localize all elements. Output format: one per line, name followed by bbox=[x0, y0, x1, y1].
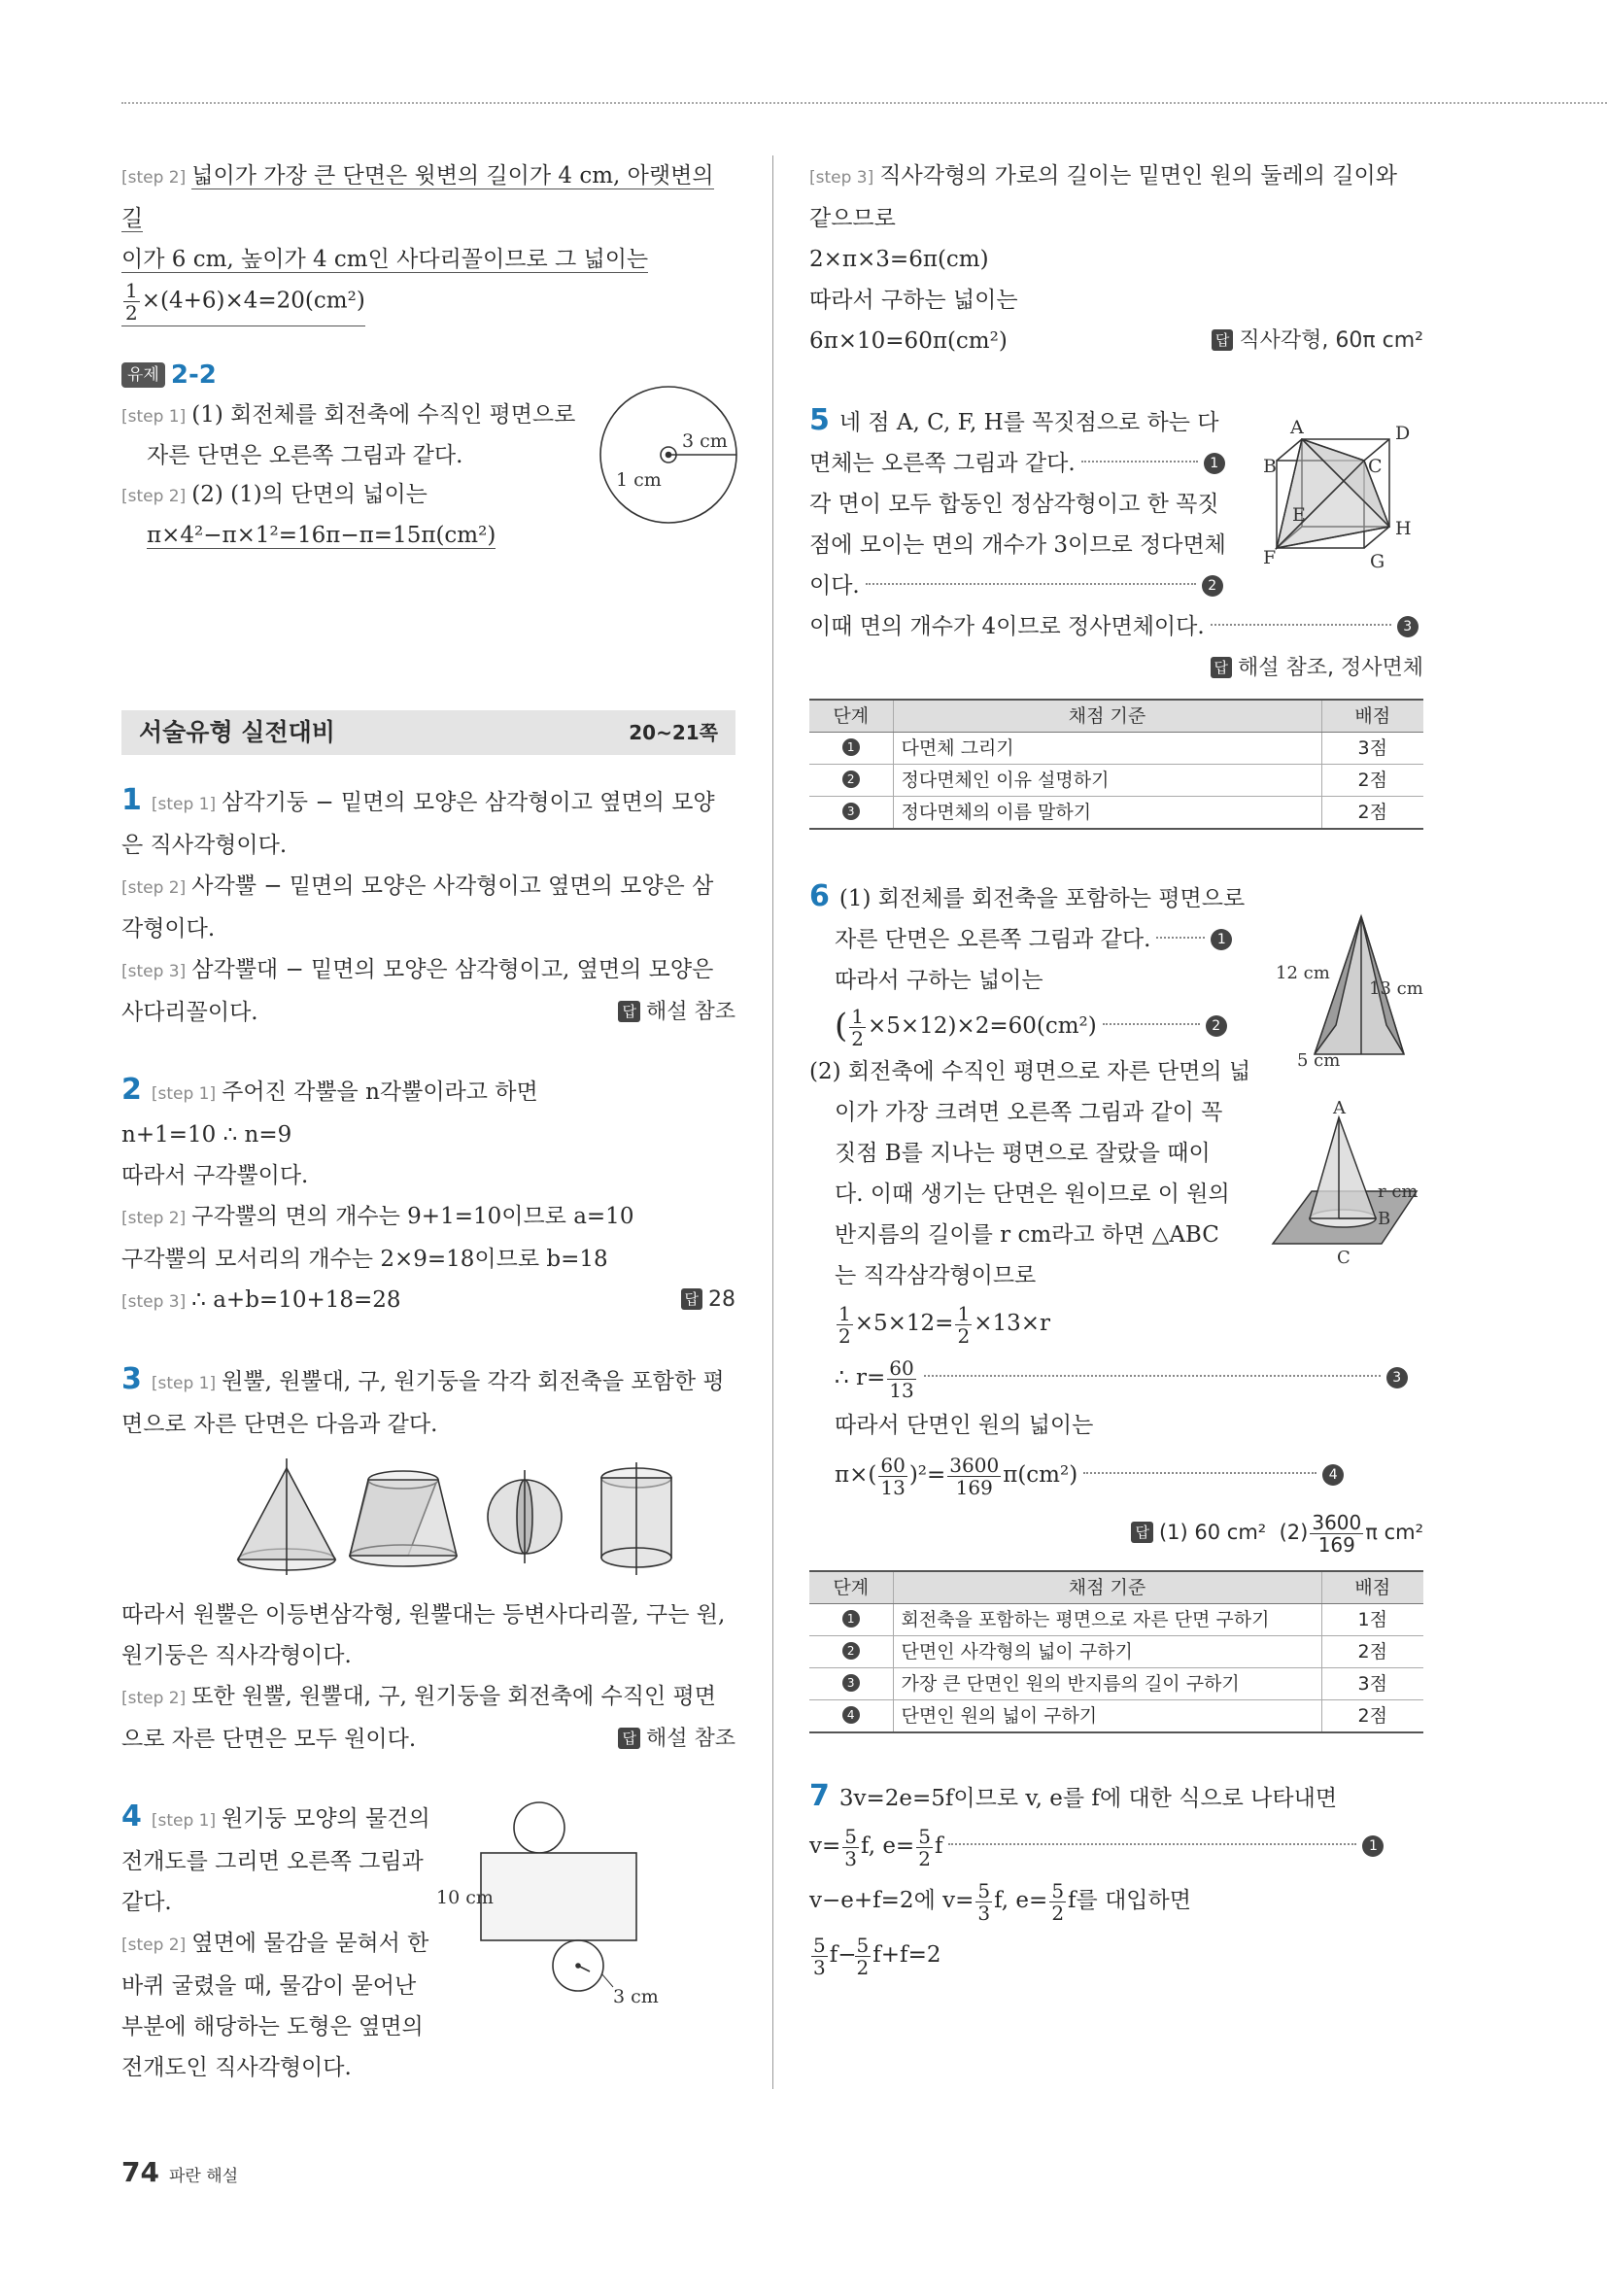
svg-text:r cm: r cm bbox=[1378, 1182, 1419, 1202]
table-row: 2 정다면체인 이유 설명하기 2점 bbox=[809, 765, 1423, 797]
yuje-2-2: 유제 2-2 [step 1] (1) 회전체를 회전축에 수직인 평면으로 자른 단면은 오른쪽 그림과 같다. [step 2] (2) (1)의 단면의 넓이는 π×4²−π×1²=16π−π=15π(cm²) bbox=[121, 360, 576, 548]
svg-text:5 cm: 5 cm bbox=[1297, 1050, 1341, 1071]
pyramid-section-figure bbox=[1268, 908, 1423, 1074]
svg-text:B: B bbox=[1378, 1209, 1391, 1229]
svg-text:F: F bbox=[1263, 547, 1277, 568]
svg-text:12 cm: 12 cm bbox=[1276, 963, 1330, 983]
svg-text:A: A bbox=[1290, 417, 1304, 438]
question-6: 6 (1) 회전체를 회전축을 포함하는 평면으로 자른 단면은 오른쪽 그림과 같다. 1 따라서 구하는 넓이는 ( $\frac{1}{2}$ ×5×12)×2=60(cm²) 2 (2) 회전축에 수직인 평면으로 자른 단면의 넓 이가 가장 크려면 오른쪽 그림과 같이 꼭 짓점 B를 지나는 평면으로 잘랐을 때이 다. 이때 생기는 단면은 원이므로 이 원의 반지름의 길이를 r cm라고 하면 △ABC 는 직각삼각형이므로 $\frac{1}{2}$ ×5×12= $\frac{1}{2}$ ×13×r ∴ r= $\frac{60}{13}$ 3 따라서 단면인 원의 넓이는 π×( $\frac{60}{13}$ )²= $\frac{3600}{169}$ π(cm²) 4 답 (1) 60 cm² (2) $\frac{3600}{169}$ π cm² 단계 채점 기준 배점 1 회전축을 포함하는 평면으로 자른 단면 구하기 1점 2 단면인 사각형의 넓이 구하기 2점 3 가장 큰 단면인 원의 반지름의 길이 구하기 3점 4 단면인 원의 넓이 구하기 2점 bbox=[809, 876, 1423, 1733]
question-2: 2 [step 1] 주어진 각뿔을 n각뿔이라고 하면 n+1=10 ∴ n=9 따라서 구각뿔이다. [step 2] 구각뿔의 면의 개수는 9+1=10이므로 a=10 구각뿔의 모서리의 개수는 2×9=18이므로 b=18 [step 3] ∴ a+b=10+18=28 답 28 bbox=[121, 1073, 735, 1313]
column-divider bbox=[772, 155, 773, 2089]
question-5: 5 네 점 A, C, F, H를 꼭짓점으로 하는 다 면체는 오른쪽 그림과 같다. 1 각 면이 모두 합동인 정삼각형이고 한 꼭짓 점에 모이는 면의 개수가 3이므로 정다면체 이다. 2 이때 면의 개수가 4이므로 정사면체이다. 3 답 해설 참조, 정사면체 단계 채점 기준 배점 1 다면체 그리기 3점 2 정다면체인 이유 설명하기 2점 3 정다면체의 이름 말하기 2점 bbox=[809, 400, 1423, 830]
svg-text:G: G bbox=[1370, 551, 1385, 572]
svg-text:D: D bbox=[1395, 423, 1411, 444]
question-7: 7 3v=2e=5f이므로 v, e를 f에 대한 식으로 나타내면 v= $\frac{5}{3}$ f, e= $\frac{5}{2}$ f 1 v−e+f=2에 v= $\frac{5}{3}$ f, e= $\frac{5}{2}$ f를 대입하면 $\frac{5}{3}$ f− $\frac{5}{2}$ f+f=2 bbox=[809, 1776, 1423, 1982]
svg-text:H: H bbox=[1395, 518, 1412, 539]
svg-text:10 cm: 10 cm bbox=[436, 1887, 494, 1908]
annulus-figure bbox=[593, 379, 748, 534]
cylinder-net-figure bbox=[436, 1797, 734, 2030]
table-row: 1 다면체 그리기 3점 bbox=[809, 733, 1423, 765]
cone-plane-figure bbox=[1263, 1098, 1428, 1268]
cube-tetrahedron-figure bbox=[1263, 418, 1419, 583]
svg-text:B: B bbox=[1263, 456, 1277, 477]
scoring-table-6: 단계 채점 기준 배점 1 회전축을 포함하는 평면으로 자른 단면 구하기 1점 2 단면인 사각형의 넓이 구하기 2점 3 가장 큰 단면인 원의 반지름의 길이 구하기 3점 4 단면인 원의 넓이 구하기 2점 bbox=[809, 1570, 1423, 1733]
svg-text:A: A bbox=[1333, 1098, 1346, 1118]
scoring-table-5: 단계 채점 기준 배점 1 다면체 그리기 3점 2 정다면체인 이유 설명하기 2점 3 정다면체의 이름 말하기 2점 bbox=[809, 699, 1423, 830]
svg-text:E: E bbox=[1292, 504, 1306, 526]
svg-text:3 cm: 3 cm bbox=[613, 1986, 659, 2007]
svg-text:3 cm: 3 cm bbox=[682, 430, 728, 452]
step2-block: [step 2] 넓이가 가장 큰 단면은 윗변의 길이가 4 cm, 아랫변의 길 이가 6 cm, 높이가 4 cm인 사다리꼴이므로 그 넓이는 $\frac{1}{2}$ ×(4+6)×4=20(cm²) bbox=[121, 163, 714, 325]
question-3: 3 [step 1] 원뿔, 원뿔대, 구, 원기둥을 각각 회전축을 포함한 평 면으로 자른 단면은 다음과 같다. 따라서 원뿔은 이등변삼각형, 원뿔대는 등변사다리꼴, 구는 원, 원기둥은 직사각형이다. [step 2] 또한 원뿔, 원뿔대, 구, 원기둥을 회전축에 수직인 평면 으로 자른 단면은 모두 원이다. 답 해설 참조 bbox=[121, 1362, 735, 1752]
section-header: 서술유형 실전대비 20~21쪽 bbox=[121, 710, 735, 755]
svg-text:C: C bbox=[1368, 456, 1383, 477]
page-footer: 74 파란 해설 bbox=[121, 2156, 239, 2188]
top-dotted-rule bbox=[121, 102, 1607, 104]
svg-text:1 cm: 1 cm bbox=[616, 469, 662, 491]
svg-text:C: C bbox=[1337, 1248, 1351, 1268]
table-row: 3 정다면체의 이름 말하기 2점 bbox=[809, 797, 1423, 830]
solids-cross-section-figure bbox=[121, 1451, 735, 1587]
question-4: 4 [step 1] 원기둥 모양의 물건의 전개도를 그리면 오른쪽 그림과 같다. [step 2] 옆면에 물감을 묻혀서 한 바퀴 굴렸을 때, 물감이 묻어난 부분에 해당하는 도형은 옆면의 전개도인 직사각형이다. 10 cm 3 cm bbox=[121, 1797, 735, 2088]
table-row: 2 단면인 사각형의 넓이 구하기 2점 bbox=[809, 1636, 1423, 1668]
table-row: 3 가장 큰 단면인 원의 반지름의 길이 구하기 3점 bbox=[809, 1668, 1423, 1700]
step3-block: [step 3] 직사각형의 가로의 길이는 밑면인 원의 둘레의 길이와 같으므로 2×π×3=6π(cm) 따라서 구하는 넓이는 6π×10=60π(cm²) 답 직사각형, 60π cm² bbox=[809, 163, 1423, 354]
table-row: 1 회전축을 포함하는 평면으로 자른 단면 구하기 1점 bbox=[809, 1604, 1423, 1636]
table-row: 4 단면인 원의 넓이 구하기 2점 bbox=[809, 1700, 1423, 1733]
svg-text:13 cm: 13 cm bbox=[1369, 978, 1423, 999]
question-1: 1 [step 1] 삼각기둥 − 밑면의 모양은 삼각형이고 옆면의 모양 은 직사각형이다. [step 2] 사각뿔 − 밑면의 모양은 사각형이고 옆면의 모양은 삼 각형이다. [step 3] 삼각뿔대 − 밑면의 모양은 삼각형이고, 옆면의 모양은 사다리꼴이다. 답 해설 참조 bbox=[121, 783, 735, 1025]
